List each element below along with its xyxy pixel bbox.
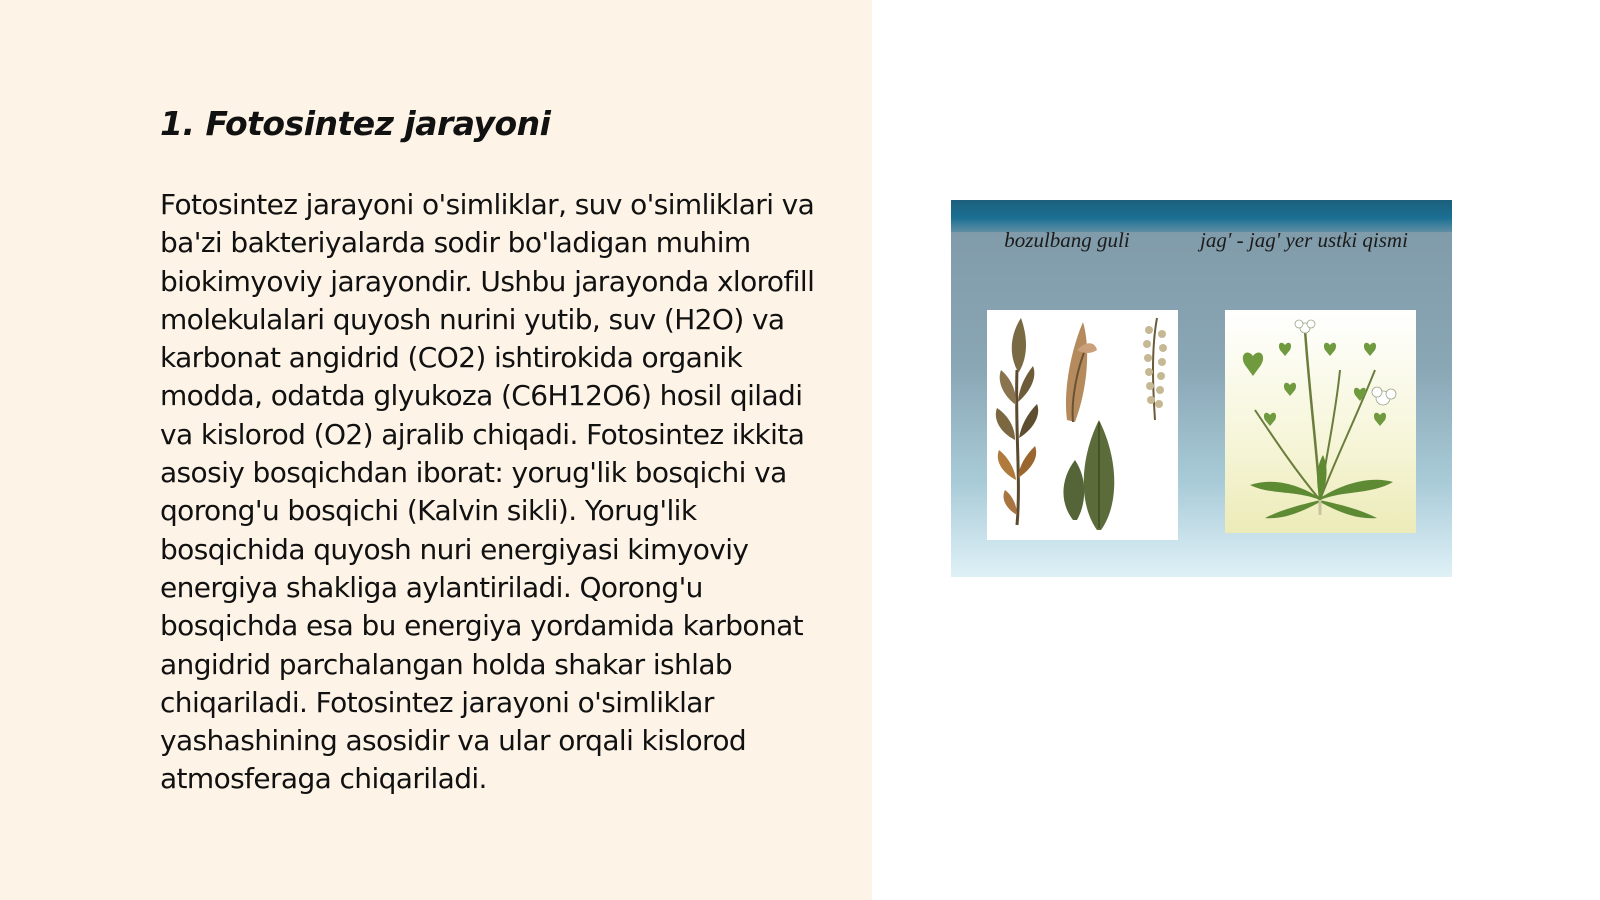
slide-body-text: Fotosintez jarayoni o'simliklar, suv o'simliklari va ba'zi bakteriyalarda sodir bo'ladigan muhim biokimyoviy jarayondir. Ushbu jarayonda xlorofill molekulalari quyosh nurini yutib, suv (H2O) va karbonat angidrid (CO2) ishtirokida organik modda, odatda glyukoza (C6H12O6) hosil qiladi va kislorod (O2) ajralib chiqadi. Fotosintez ikkita asosiy bosqichdan iborat: yorug'lik bosqichi va qorong'u bosqichi (Kalvin sikli). Yorug'lik bosqichida quyosh nuri energiyasi kimyoviy energiya shakliga aylantiriladi. Qorong'u bosqichda esa bu energiya yordamida karbonat angidrid parchalangan holda shakar ishlab chiqariladi. Fotosintez jarayoni o'simliklar yashashining asosidir va ular orqali kislorod atmosferaga chiqariladi.	[160, 188, 815, 796]
plant-figure	[951, 200, 1452, 577]
bozulbang-plant-icon	[987, 310, 1178, 540]
bozulbang-plant-illustration	[987, 310, 1178, 540]
jag-jag-plant-illustration	[1225, 310, 1416, 533]
caption-right: jag' - jag' yer ustki qismi	[1200, 228, 1408, 252]
caption-left: bozulbang guli	[1004, 228, 1130, 252]
jag-jag-plant-icon	[1225, 310, 1416, 533]
slide-title: 1. Fotosintez jarayoni	[160, 104, 551, 143]
